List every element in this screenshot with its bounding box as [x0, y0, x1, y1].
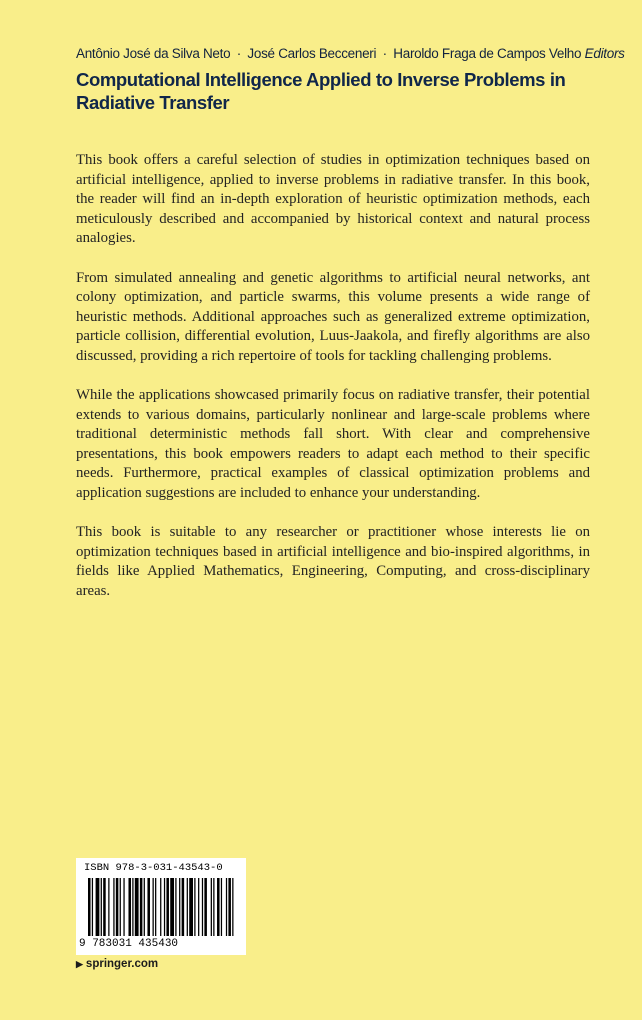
barcode-bar — [211, 878, 212, 936]
barcode-bar — [101, 878, 102, 936]
book-description — [76, 151, 590, 621]
barcode-bar — [120, 878, 121, 936]
editor-separator: · — [382, 46, 387, 61]
barcode-bar — [140, 878, 143, 936]
barcode-bar — [189, 878, 193, 936]
barcode-bar — [164, 878, 165, 936]
barcode-bar — [135, 878, 139, 936]
barcode-bar — [96, 878, 100, 936]
barcode-bar — [155, 878, 156, 936]
isbn-label: ISBN 978-3-031-43543-0 — [84, 862, 223, 874]
editors-line — [76, 46, 625, 61]
barcode-bar — [160, 878, 161, 936]
barcode-bar — [123, 878, 124, 936]
barcode-bar — [166, 878, 169, 936]
barcode-bar — [92, 878, 93, 936]
barcode-bar — [113, 878, 114, 936]
barcode-bar — [128, 878, 131, 936]
barcode-bar — [144, 878, 145, 936]
barcode-bar — [153, 878, 154, 936]
editor-separator: · — [236, 46, 241, 61]
barcode-bar — [170, 878, 174, 936]
barcode — [88, 878, 236, 936]
barcode-bar — [182, 878, 185, 936]
editor-name-3: Haroldo Fraga de Campos Velho — [393, 46, 582, 61]
barcode-bar — [187, 878, 188, 936]
barcode-bar — [194, 878, 195, 936]
description-paragraph-3: While the applications showcased primarily focus on radiative transfer, their potential extends to various domains, particularly nonlinear and large-scale problems where traditional deterministic methods fall short. With clear and comprehensive presentations, this book empowers readers to adapt each method to their specific needs. Furthermore, practical examples of classical optimization problems and application suggestions are included to enhance your understanding. — [76, 387, 590, 501]
isbn-barcode-box — [76, 858, 246, 955]
editors-role: Editors — [584, 46, 625, 61]
barcode-bar — [103, 878, 106, 936]
barcode-bar — [204, 878, 207, 936]
barcode-bar — [228, 878, 231, 936]
barcode-bar — [147, 878, 150, 936]
barcode-bar — [217, 878, 220, 936]
description-paragraph-4: This book is suitable to any researcher or practitioner whose interests lie on optimization techniques based in artificial intelligence and bio-inspired algorithms, in fields like Applied Mathematics, Engineering, Computing, and cross-disciplinary areas. — [76, 524, 590, 599]
editor-name-1: Antônio José da Silva Neto — [76, 46, 231, 61]
barcode-bar — [226, 878, 227, 936]
barcode-bar — [175, 878, 176, 936]
barcode-bar — [198, 878, 199, 936]
description-paragraph-2: From simulated annealing and genetic algorithms to artificial neural networks, ant colony optimization, and particle swarms, this volume presents a wide range of heuristic methods. Additional approaches such as generalized extreme optimization, particle collision, differential evolution, Luus-Jaakola, and firefly algorithms are also discussed, providing a rich repertoire of tools for tackling challenging problems. — [76, 269, 590, 364]
barcode-bar — [221, 878, 222, 936]
barcode-bar — [202, 878, 203, 936]
barcode-digits: 9 783031 435430 — [79, 938, 179, 950]
triangle-arrow-icon: ▶ — [76, 958, 83, 969]
publisher-link[interactable] — [76, 958, 158, 970]
publisher-url: springer.com — [85, 958, 159, 970]
barcode-bar — [88, 878, 91, 936]
barcode-bar — [132, 878, 133, 936]
editor-name-2: José Carlos Becceneri — [247, 46, 377, 61]
barcode-bar — [116, 878, 119, 936]
book-title: Computational Intelligence Applied to Inverse Problems in Radiative Transfer — [76, 69, 566, 113]
barcode-bar — [179, 878, 180, 936]
description-paragraph-1: This book offers a careful selection of studies in optimization techniques based on artificial intelligence, applied to inverse problems in radiative transfer. In this book, the reader will find an in-depth exploration of heuristic optimization methods, each meticulously described and accompanied by historical context and natural process analogies. — [76, 152, 590, 246]
barcode-bar — [232, 878, 233, 936]
barcode-bar — [213, 878, 214, 936]
barcode-bar — [108, 878, 109, 936]
